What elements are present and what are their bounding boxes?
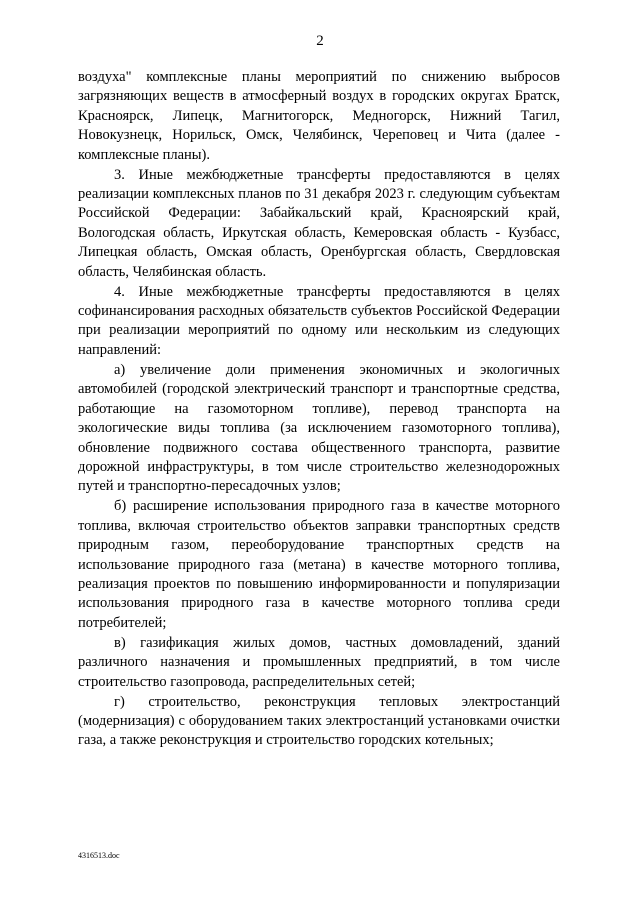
- paragraph-continuation: воздуха" комплексные планы мероприятий по снижению выбросов загрязняющих веществ в атмосферный воздух в городских округах Братск, Красноярск, Липецк, Магнитогорск, Медногорск, Нижний Тагил, Новокузнецк, Норильск, Омск, Челябинск, Череповец и Чита (далее - комплексные планы).: [78, 69, 560, 163]
- subitem-g: г) строительство, реконструкция тепловых электростанций (модернизация) с оборудованием таких электростанций установками очистки газа, а также реконструкция и строительство городских котельных;: [78, 693, 560, 749]
- document-body: [78, 68, 560, 751]
- paragraph-item-4: 4. Иные межбюджетные трансферты предоставляются в целях софинансирования расходных обязательств субъектов Российской Федерации при реализации мероприятий по одному или нескольким из следующих направлений:: [78, 283, 560, 358]
- subitem-a: а) увеличение доли применения экономичных и экологичных автомобилей (городской электрический транспорт и транспортные средства, работающие на газомоторном топливе), перевод транспорта на экологические виды топлива (за исключением газомоторного топлива), обновление подвижного состава общественного транспорта, развитие дорожной инфраструктуры, в том числе строительство железнодорожных путей и транспортно-пересадочных узлов;: [78, 361, 560, 495]
- subitem-v: в) газификация жилых домов, частных домовладений, зданий различного назначения и промышленных предприятий, в том числе строительство газопровода, распределительных сетей;: [78, 634, 560, 690]
- document-file-code: 4316513.doc: [78, 851, 120, 860]
- page-number: 2: [316, 33, 324, 49]
- subitem-b: б) расширение использования природного газа в качестве моторного топлива, включая строительство объектов заправки транспортных средств природным газом, переоборудование транспортных средств на использование природного газа (метана) в качестве моторного топлива, реализация проектов по повышению информированности и популяризации использования природного газа в качестве моторного топлива среди потребителей;: [78, 498, 560, 631]
- paragraph-item-3: 3. Иные межбюджетные трансферты предоставляются в целях реализации комплексных планов по 31 декабря 2023 г. следующим субъектам Российской Федерации: Забайкальский край, Красноярский край, Вологодская область, Иркутская область, Кемеровская область - Кузбасс, Липецкая область, Омская область, Оренбургская область, Свердловская область, Челябинская область.: [78, 166, 560, 280]
